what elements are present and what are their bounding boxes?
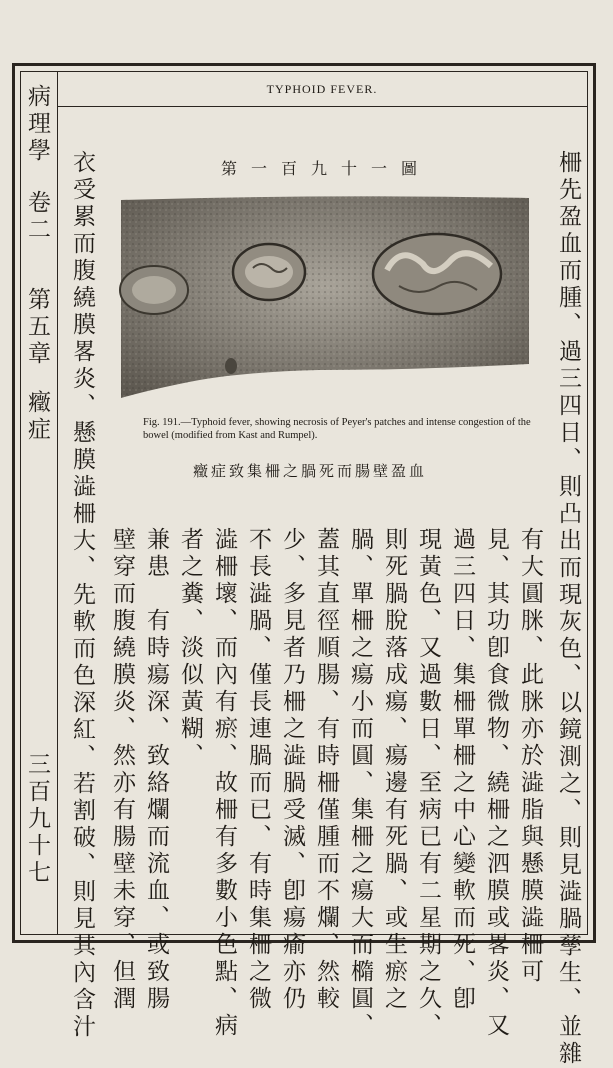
text-column-11: 澁柵壞、而內有瘀、故柵有多數小色點、病 bbox=[211, 527, 237, 1040]
text-column-6: 則死腡脫落成瘍、瘍邊有死腡、或生瘀之 bbox=[381, 527, 407, 1013]
text-column-4: 過三四日、集柵單柵之中心變軟而死、卽 bbox=[449, 527, 475, 1013]
text-column-15: 衣受累而腹繞膜畧炎、懸膜澁柵大、先軟而色深紅、若割破、則見其內含汁 bbox=[69, 150, 95, 1041]
text-column-2: 有大圓脒、此脒亦於澁脂與懸膜澁柵可 bbox=[517, 527, 543, 986]
text-column-13: 兼患 有時瘍深、致絡爛而流血、或致腸 bbox=[143, 527, 169, 1013]
figure-title: 第一百九十一圖 bbox=[221, 159, 432, 178]
side-header-strip bbox=[21, 72, 58, 934]
book-title: 病理學 bbox=[24, 84, 50, 165]
inner-frame bbox=[20, 71, 588, 1068]
text-column-7: 腡、單柵之瘍小而圓、集柵之瘍大而橢圓、 bbox=[347, 527, 373, 1040]
figure-illustration bbox=[119, 194, 531, 404]
figure-caption-english: Fig. 191.—Typhoid fever, showing necrosis of Peyer's patches and intense congestion of the bowel (modified from Kast and Rumpel). bbox=[143, 417, 531, 441]
page-frame bbox=[12, 63, 596, 1068]
text-column-1: 柵先盈血而腫、過三四日、則凸出而現灰色、以鏡測之、則見澁腡孳生、並雜 bbox=[555, 150, 581, 1068]
page-number: 三百九十七 bbox=[24, 752, 50, 887]
text-column-3: 見、其功卽食微物、繞柵之泗膜或畧炎、又 bbox=[483, 527, 509, 1040]
running-head: TYPHOID FEVER. bbox=[57, 72, 587, 107]
section-label: 癥症 bbox=[24, 390, 50, 444]
text-column-10: 不長澁腡、僅長連腡而已、有時集柵之微 bbox=[245, 527, 271, 1013]
text-column-12: 者之糞、淡似黃糊、 bbox=[177, 527, 203, 770]
chapter-label: 第五章 bbox=[24, 287, 50, 368]
volume-label: 卷二 bbox=[24, 190, 50, 244]
text-column-5: 現黃色、又過數日、至病已有二星期之久、 bbox=[415, 527, 441, 1040]
text-column-8: 蓋其直徑順腸、有時柵僅腫而不爛、然較 bbox=[313, 527, 339, 1013]
text-column-9: 少、多見者乃柵之澁腡受滅、卽瘍瘉亦仍 bbox=[279, 527, 305, 1013]
text-column-14: 壁穿而腹繞膜炎、然亦有腸壁未穿、但潤 bbox=[109, 527, 135, 1013]
figure-caption-chinese: 癥症致集柵之腡死而腸壁盈血 bbox=[193, 462, 428, 480]
